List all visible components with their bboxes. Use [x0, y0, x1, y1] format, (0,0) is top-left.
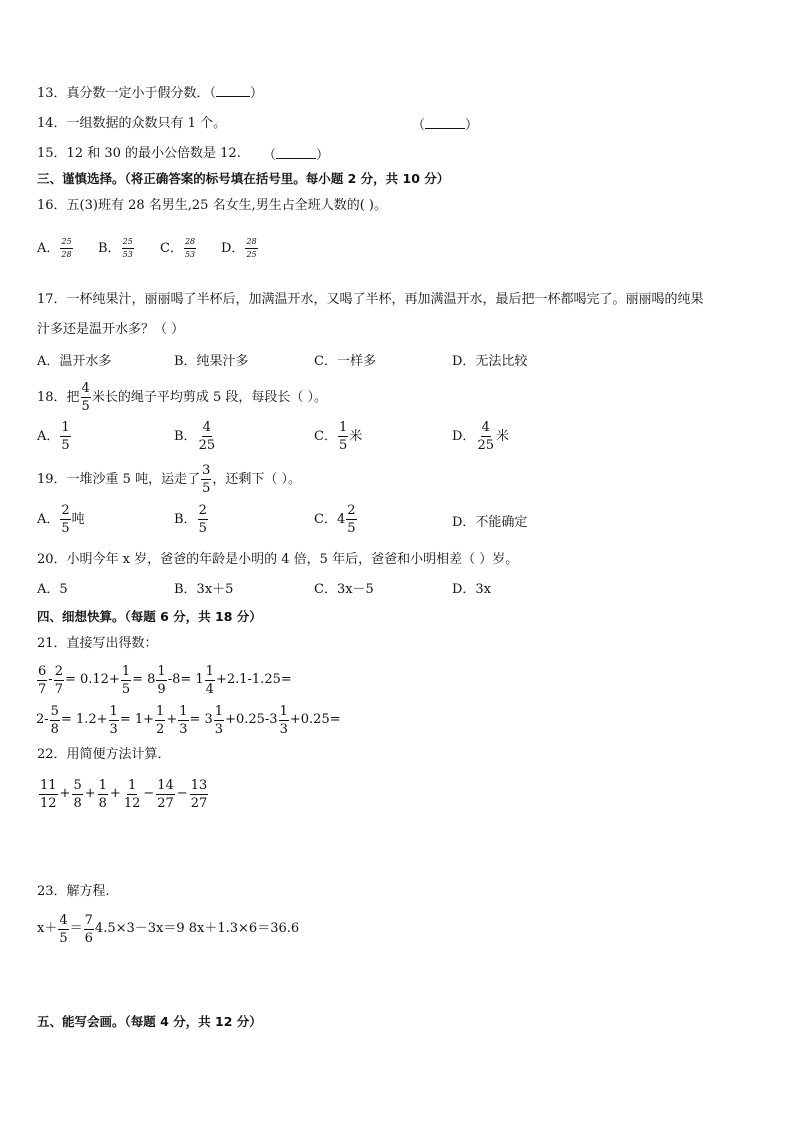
answer-blank[interactable]	[276, 146, 316, 159]
q20-option-b[interactable]: B．3x＋5	[174, 582, 234, 597]
fraction: $\frac{1}{5}$	[338, 420, 348, 453]
question-15-answer: （ ）	[263, 148, 330, 163]
q17-option-b[interactable]: B．纯果汁多	[174, 354, 249, 369]
fraction: $\frac{25}{28}$	[61, 237, 72, 259]
q16-option-b[interactable]: B． $\frac{25}{53}$	[98, 237, 133, 259]
q21-row-2: 2- $\frac{5}{8}$ = 1.2+ $\frac{1}{3}$ = 1+ $\frac{1}{2}$ + $\frac{1}{3}$ = 3 $\frac{1}{3}$ +0.25-3 $\frac{1}{3}$ +0.25=	[36, 703, 341, 737]
q16-option-c[interactable]: C． $\frac{28}{53}$	[160, 237, 196, 259]
question-22: 22．用简便方法计算．	[37, 747, 171, 762]
question-14-answer: （ ）	[412, 118, 479, 133]
operator: +	[109, 786, 121, 801]
q19-option-c[interactable]: C．4 $\frac{2}{5}$	[314, 503, 356, 536]
fraction: $\frac{3}{5}$	[202, 463, 211, 496]
fraction: $\frac{6}{7}$	[38, 663, 47, 697]
q23-equations: x＋ $\frac{4}{5}$ ＝ $\frac{7}{6}$ 4.5×3－3x＝9 8x＋1.3×6＝36.6	[37, 912, 300, 946]
q17-option-c[interactable]: C．一样多	[314, 354, 376, 369]
fraction: $\frac{28}{25}$	[246, 237, 257, 259]
fraction: $\frac{1}{3}$	[279, 703, 288, 737]
q19-option-d[interactable]: D．不能确定	[452, 515, 528, 530]
operator: −	[143, 786, 155, 801]
q21-row-1: $\frac{6}{7}$ - $\frac{2}{7}$ = 0.12+ $\frac{1}{5}$ = 8 $\frac{1}{9}$ -8= 1 $\frac{1}{4}$ +2.1-1.25=	[38, 663, 292, 697]
question-15: 15．12 和 30 的最小公倍数是 12.	[37, 146, 241, 161]
fraction: $\frac{14}{27}$	[157, 777, 174, 811]
q18-option-d[interactable]: D． $\frac{4}{25}$ 米	[452, 420, 509, 453]
fraction: $\frac{1}{3}$	[179, 703, 188, 737]
q16-option-a[interactable]: A． $\frac{25}{28}$	[37, 237, 72, 259]
operator: +	[59, 786, 71, 801]
q20-option-c[interactable]: C．3x－5	[314, 582, 374, 597]
question-20: 20．小明今年 x 岁，爸爸的年龄是小明的 4 倍，5 年后，爸爸和小明相差（ ）岁。	[37, 552, 519, 567]
fraction: $\frac{2}{5}$	[198, 503, 207, 536]
question-18: 18．把 $\frac{4}{5}$ 米长的绳子平均剪成 5 段，每段长（ ）。	[37, 381, 327, 414]
operator: −	[176, 786, 188, 801]
q16-option-d[interactable]: D． $\frac{28}{25}$	[221, 237, 257, 259]
fraction: $\frac{5}{8}$	[50, 703, 59, 737]
fraction: $\frac{1}{8}$	[98, 777, 107, 811]
fraction: $\frac{1}{3}$	[214, 703, 224, 737]
fraction: $\frac{11}{12}$	[40, 777, 57, 811]
fraction: $\frac{13}{27}$	[190, 777, 208, 811]
question-21: 21．直接写出得数：	[37, 636, 158, 651]
q18-option-c[interactable]: C． $\frac{1}{5}$ 米	[314, 420, 363, 453]
fraction: $\frac{1}{9}$	[157, 663, 166, 697]
fraction: $\frac{1}{2}$	[156, 703, 165, 737]
question-19: 19．一堆沙重 5 吨，运走了 $\frac{3}{5}$ ，还剩下（ ）。	[37, 463, 301, 496]
section-3-title: 三、谨慎选择。（将正确答案的标号填在括号里。每小题 2 分，共 10 分）	[37, 171, 450, 186]
fraction: $\frac{4}{5}$	[59, 912, 68, 946]
fraction: $\frac{1}{3}$	[109, 703, 118, 737]
q20-option-d[interactable]: D．3x	[452, 582, 492, 597]
question-23: 23．解方程.	[37, 884, 110, 899]
fraction: $\frac{4}{25}$	[198, 420, 216, 453]
fraction: $\frac{7}{6}$	[84, 912, 93, 946]
question-14: 14．一组数据的众数只有 1 个。	[37, 116, 227, 131]
fraction: $\frac{1}{5}$	[121, 663, 131, 697]
fraction: $\frac{28}{53}$	[184, 237, 196, 259]
q18-option-b[interactable]: B． $\frac{4}{25}$	[174, 420, 216, 453]
question-13: 13．真分数一定小于假分数．（ ）	[37, 86, 264, 101]
q19-option-a[interactable]: A． $\frac{2}{5}$ 吨	[37, 503, 85, 536]
question-17-line-1: 17．一杯纯果汁，丽丽喝了半杯后，加满温开水，又喝了半杯，再加满温开水，最后把一杯都喝完了。丽丽喝的纯果	[37, 292, 704, 307]
fraction: $\frac{4}{5}$	[81, 381, 90, 414]
fraction: $\frac{1}{4}$	[205, 663, 214, 697]
fraction: $\frac{1}{12}$	[123, 777, 141, 811]
fraction: $\frac{5}{8}$	[73, 777, 82, 811]
q18-option-a[interactable]: A． $\frac{1}{5}$	[37, 420, 70, 453]
operator: +	[84, 786, 96, 801]
section-5-title: 五、能写会画。（每题 4 分，共 12 分）	[37, 1014, 262, 1029]
fraction: $\frac{2}{5}$	[61, 503, 70, 536]
fraction: $\frac{25}{53}$	[122, 237, 133, 259]
question-16: 16．五(3)班有 28 名男生,25 名女生,男生占全班人数的( )。	[37, 198, 387, 213]
fraction: $\frac{4}{25}$	[477, 420, 494, 453]
section-4-title: 四、细想快算。（每题 6 分，共 18 分）	[37, 609, 262, 624]
q19-option-b[interactable]: B． $\frac{2}{5}$	[174, 503, 207, 536]
fraction: $\frac{1}{5}$	[61, 420, 70, 453]
q20-option-a[interactable]: A．5	[37, 582, 68, 597]
q17-option-a[interactable]: A．温开水多	[37, 354, 112, 369]
answer-blank[interactable]	[216, 84, 250, 97]
q22-expression	[38, 774, 209, 815]
fraction: $\frac{2}{5}$	[347, 503, 356, 536]
answer-blank[interactable]	[425, 116, 465, 129]
fraction: $\frac{2}{7}$	[54, 663, 63, 697]
q17-option-d[interactable]: D．无法比较	[452, 354, 528, 369]
question-17-line-2: 汁多还是温开水多？（ ）	[37, 322, 185, 337]
